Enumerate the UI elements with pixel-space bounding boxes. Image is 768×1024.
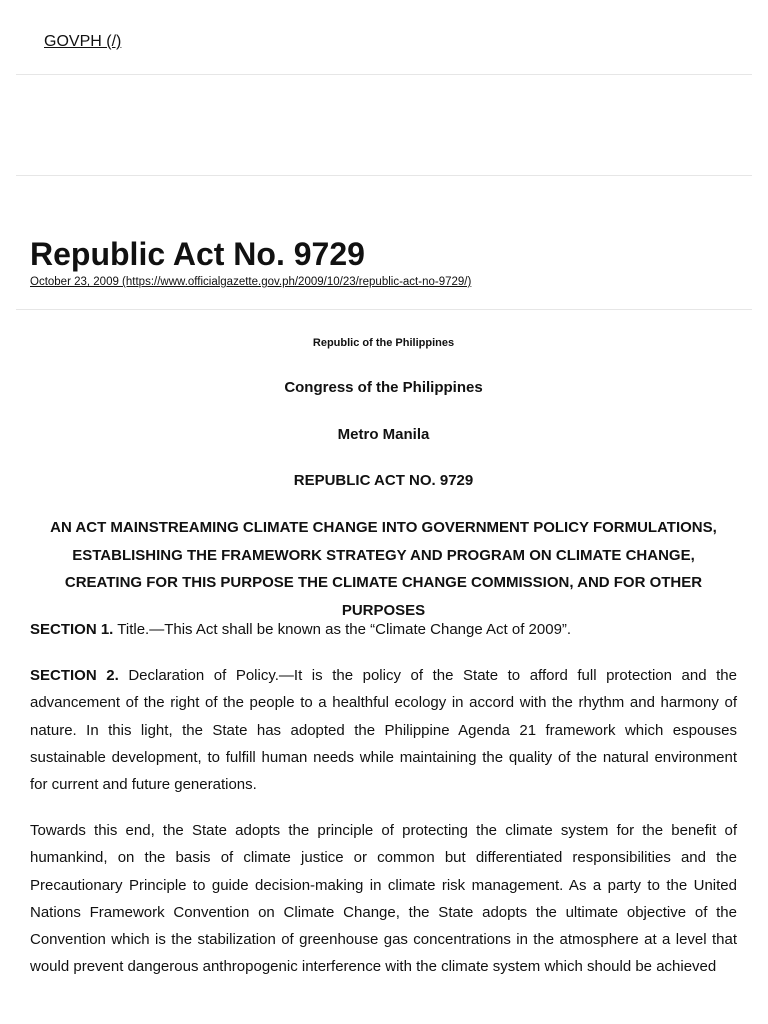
page-title: Republic Act No. 9729 <box>30 236 365 272</box>
section-2-paragraph <box>30 662 737 798</box>
republic-heading: Republic of the Philippines <box>312 337 455 349</box>
act-title: AN ACT MAINSTREAMING CLIMATE CHANGE INTO GOVERNMENT POLICY FORMULATIONS, ESTABLISHING THE FRAMEWORK STRATEGY AND PROGRAM ON CLIMATE CHANGE, CREATING FOR THIS PURPOSE THE CLIMATE CHANGE COMMISSION, AND FOR OTHER PURPOSES <box>50 519 717 619</box>
post-date-link[interactable]: October 23, 2009 (https://www.officialgazette.gov.ph/2009/10/23/republic-act-no-9729/) <box>30 276 472 288</box>
top-bar <box>16 0 752 75</box>
section-2-label: SECTION 2. <box>30 667 119 684</box>
govph-home-link[interactable]: GOVPH (/) <box>44 33 122 50</box>
section-1-paragraph <box>30 616 737 643</box>
article-header <box>16 176 752 310</box>
act-number-heading: REPUBLIC ACT NO. 9729 <box>293 472 474 489</box>
location-heading: Metro Manila <box>337 426 430 443</box>
congress-heading: Congress of the Philippines <box>284 379 483 396</box>
section-2-text: Declaration of Policy.—It is the policy of the State to afford full protection and the advancement of the right of the people to a healthful ecology in accord with the rhythm and harmony of nature. In this light, the State has adopted the Philippine Agenda 21 framework which espouses sustainable development, to fulfill human needs while maintaining the quality of the natural environment for current and future generations. <box>30 667 737 794</box>
banner-space <box>16 75 752 176</box>
section-1-text: Title.—This Act shall be known as the “Climate Change Act of 2009”. <box>113 621 572 638</box>
section-2-paragraph-2: Towards this end, the State adopts the principle of protecting the climate system for the benefit of humankind, on the basis of climate justice or common but differentiated responsibilities and the Precautionary Principle to guide decision-making in climate risk management. As a party to the United Nations Framework Convention on Climate Change, the State adopts the ultimate objective of the Convention which is the stabilization of greenhouse gas concentrations in the atmosphere at a level that would prevent dangerous anthropogenic interference with the climate system which should be achieved <box>30 822 737 976</box>
section-1-label: SECTION 1. <box>30 621 114 638</box>
